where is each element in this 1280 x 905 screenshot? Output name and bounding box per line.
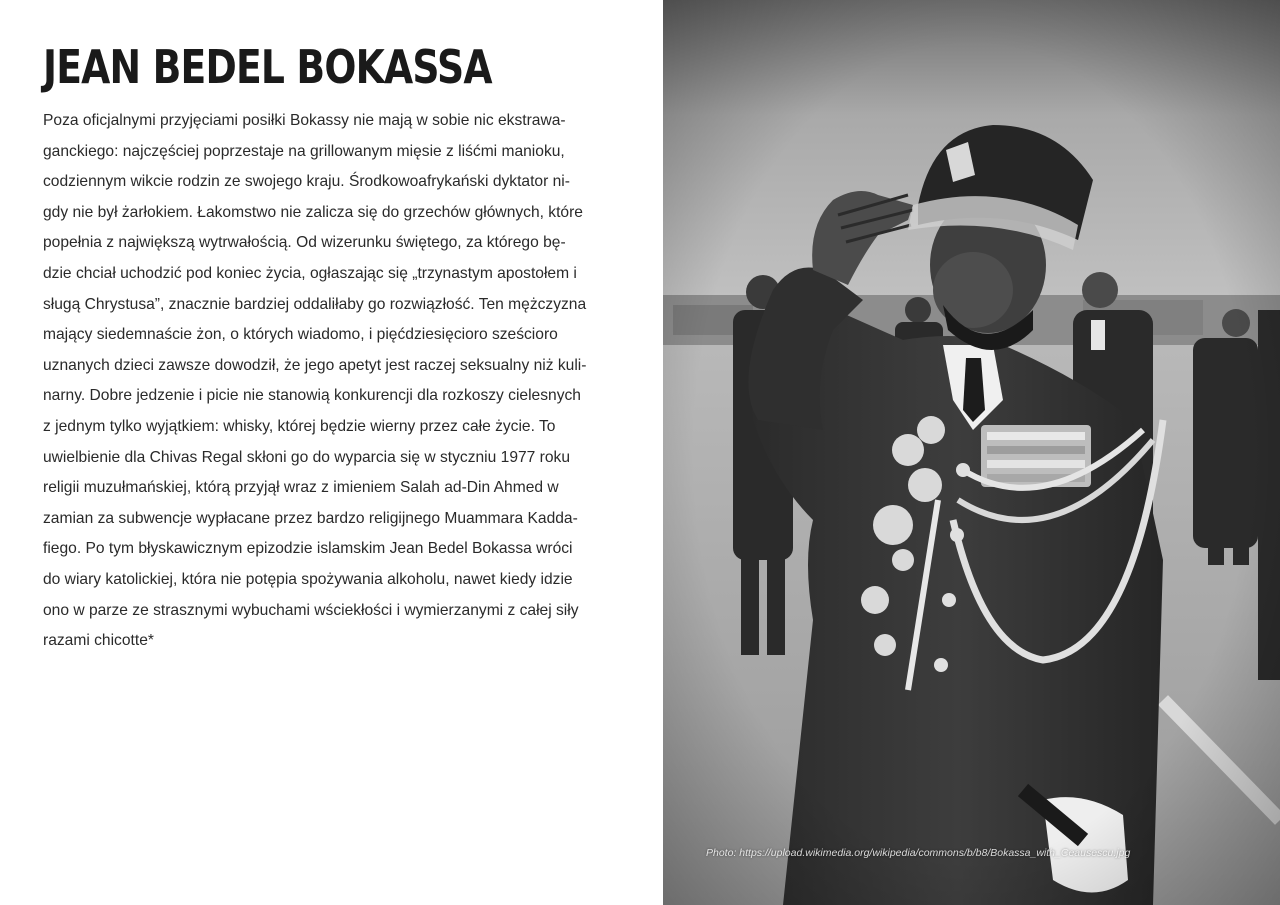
body-line: uznanych dzieci zawsze dowodził, że jego apetyt jest raczej seksualny niż kuli-	[43, 356, 587, 374]
article-title: JEAN BEDEL BOKASSA	[43, 40, 492, 94]
body-line: codziennym wikcie rodzin ze swojego kraju. Środkowoafrykański dyktator ni-	[43, 173, 570, 191]
body-line: gdy nie był żarłokiem. Łakomstwo nie zalicza się do grzechów głównych, które	[43, 203, 583, 221]
body-line: ono w parze ze strasznymi wybuchami wściekłości i wymierzanymi z całej siły	[43, 601, 579, 619]
photo-credit: Photo: https://upload.wikimedia.org/wikipedia/commons/b/b8/Bokassa_with_Ceausescu.jpg	[706, 847, 1131, 859]
body-line: religii muzułmańskiej, którą przyjął wraz z imieniem Salah ad-Din Ahmed w	[43, 479, 559, 497]
body-line: mający siedemnaście żon, o których wiadomo, i pięćdziesięcioro sześcioro	[43, 326, 558, 344]
body-line: ganckiego: najczęściej poprzestaje na grillowanym mięsie z liśćmi manioku,	[43, 142, 565, 160]
body-line: uwielbienie dla Chivas Regal skłoni go do wyparcia się w styczniu 1977 roku	[43, 448, 570, 466]
body-line: narny. Dobre jedzenie i picie nie stanowią konkurencji dla rozkoszy cielesnych	[43, 387, 581, 405]
body-line: razami chicotte*	[43, 632, 154, 650]
body-line: sługą Chrystusa”, znacznie bardziej oddaliłaby go rozwiązłość. Ten mężczyzna	[43, 295, 587, 313]
body-line: do wiary katolickiej, która nie potępia spożywania alkoholu, nawet kiedy idzie	[43, 570, 573, 588]
body-line: z jednym tylko wyjątkiem: whisky, której będzie wierny przez całe życie. To	[43, 417, 556, 435]
article-column	[43, 34, 618, 657]
article-body	[43, 106, 618, 657]
body-line: fiego. Po tym błyskawicznym epizodzie islamskim Jean Bedel Bokassa wróci	[43, 540, 573, 558]
body-line: popełnia z największą wytrwałością. Od wizerunku świętego, za którego bę-	[43, 234, 566, 252]
historical-photo	[663, 0, 1280, 905]
body-line: Poza oficjalnymi przyjęciami posiłki Bokassy nie mają w sobie nic ekstrawa-	[43, 112, 566, 129]
body-line: dzie chciał uchodzić pod koniec życia, ogłaszając się „trzynastym apostołem i	[43, 264, 577, 282]
body-line: zamian za subwencje wypłacane przez bardzo religijnego Muammara Kadda-	[43, 509, 578, 527]
